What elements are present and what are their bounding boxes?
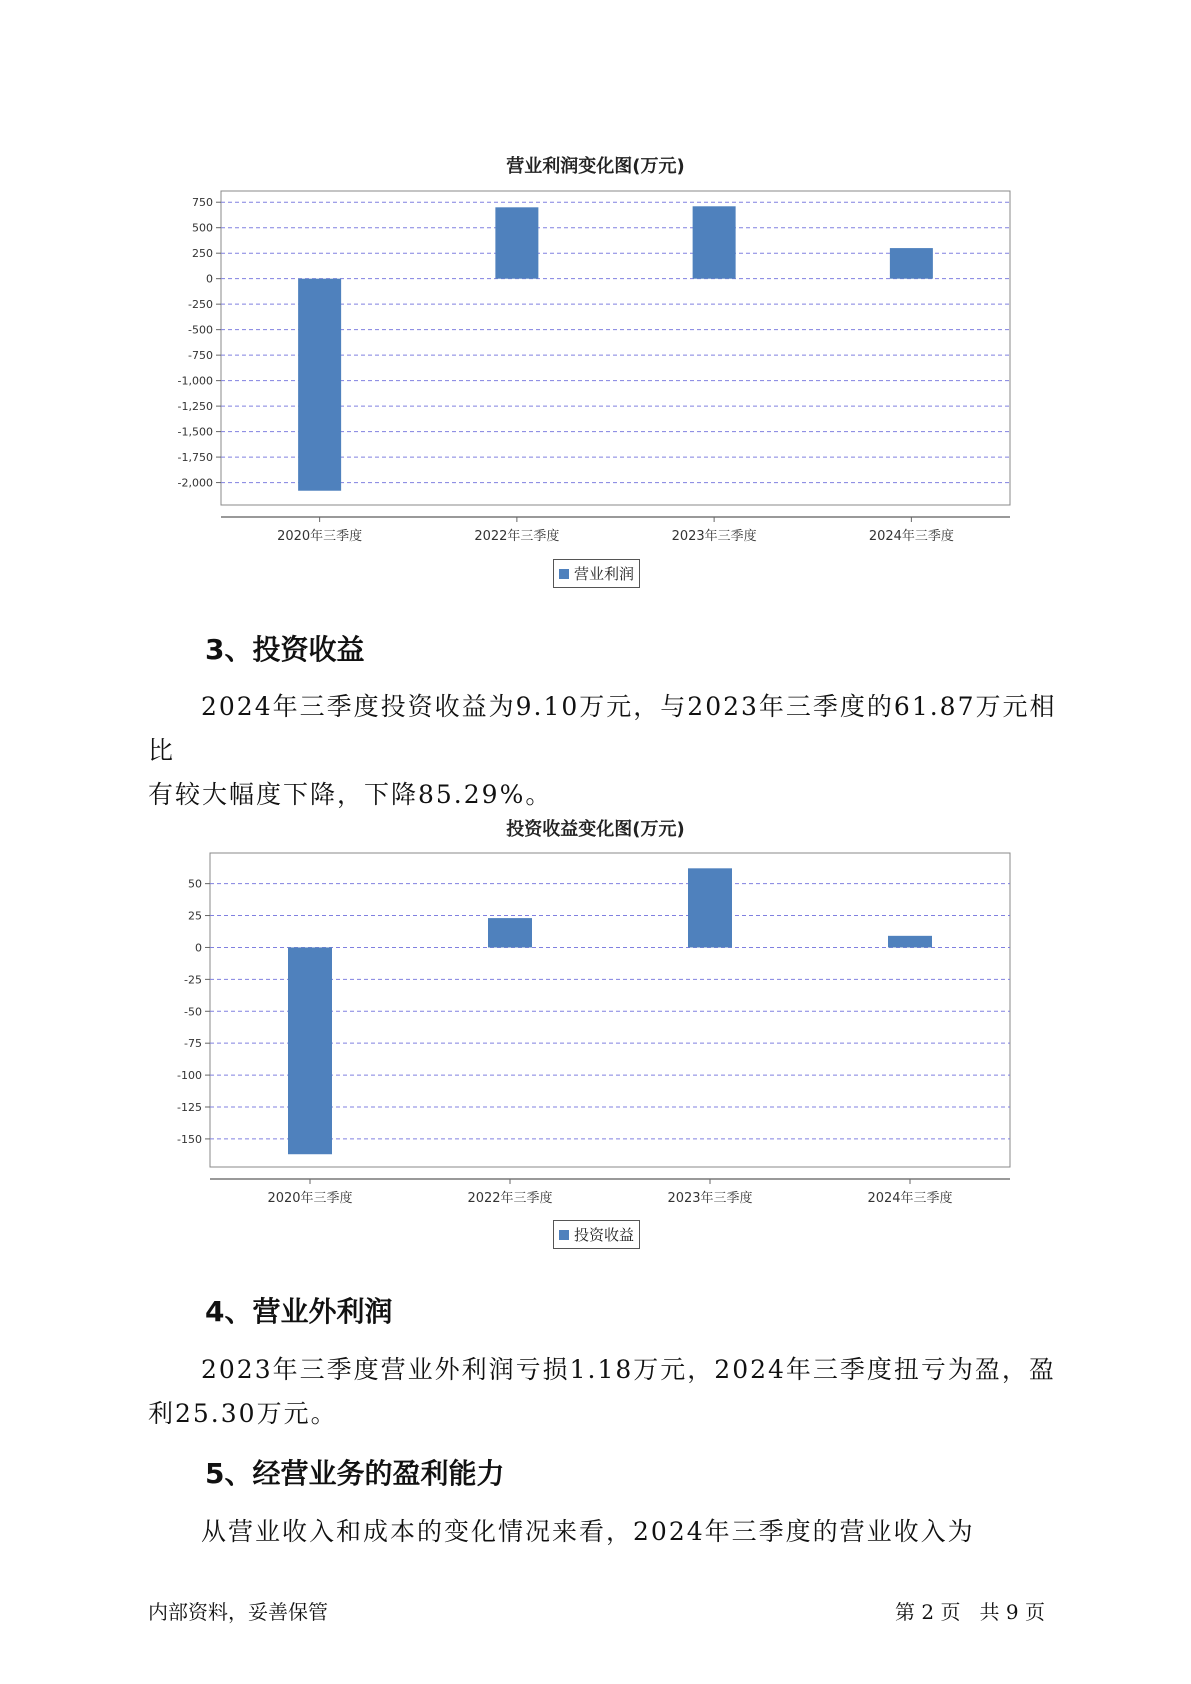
paragraph-business-profitability bbox=[148, 1510, 1068, 1554]
y-tick-label: 0 bbox=[206, 272, 213, 286]
y-tick-label: -500 bbox=[188, 323, 213, 337]
paragraph-line: 利25.30万元。 bbox=[148, 1399, 338, 1428]
investment-income-chart bbox=[0, 845, 1191, 1230]
bar bbox=[298, 279, 341, 491]
y-tick-label: -125 bbox=[177, 1101, 202, 1115]
y-tick-label: 0 bbox=[195, 941, 202, 955]
bar bbox=[488, 918, 532, 947]
y-tick-label: -1,000 bbox=[177, 374, 213, 388]
legend-swatch bbox=[559, 1230, 569, 1240]
x-tick-label: 2020年三季度 bbox=[277, 529, 363, 544]
y-tick-label: -250 bbox=[188, 298, 213, 312]
legend-swatch bbox=[559, 569, 569, 579]
section-heading-investment-income: 3、投资收益 bbox=[205, 633, 365, 666]
y-tick-label: -150 bbox=[177, 1132, 202, 1146]
footer-confidential-note: 内部资料，妥善保管 bbox=[148, 1600, 328, 1624]
x-tick-label: 2022年三季度 bbox=[467, 1191, 553, 1206]
y-tick-label: 25 bbox=[188, 909, 202, 923]
chart-title-operating-profit: 营业利润变化图(万元) bbox=[506, 156, 685, 177]
legend-label: 投资收益 bbox=[574, 1226, 635, 1244]
legend-label: 营业利润 bbox=[574, 565, 635, 583]
x-tick-label: 2023年三季度 bbox=[667, 1191, 753, 1206]
chart-title-investment-income: 投资收益变化图(万元) bbox=[506, 819, 685, 840]
y-tick-label: -1,500 bbox=[177, 425, 213, 439]
section-heading-business-profitability: 5、经营业务的盈利能力 bbox=[205, 1457, 505, 1490]
y-tick-label: -750 bbox=[188, 349, 213, 363]
legend-investment-income bbox=[553, 1220, 640, 1249]
y-tick-label: -2,000 bbox=[177, 476, 213, 490]
x-tick-label: 2023年三季度 bbox=[671, 529, 757, 544]
y-tick-label: 50 bbox=[188, 877, 202, 891]
bar bbox=[888, 936, 932, 948]
paragraph-non-operating-profit bbox=[148, 1348, 1068, 1436]
bar bbox=[693, 206, 736, 278]
x-tick-label: 2024年三季度 bbox=[867, 1191, 953, 1206]
bar bbox=[288, 947, 332, 1154]
paragraph-line: 2024年三季度投资收益为9.10万元，与2023年三季度的61.87万元相比 bbox=[148, 692, 1057, 765]
operating-profit-chart bbox=[0, 180, 1191, 565]
legend-operating-profit bbox=[553, 559, 640, 588]
y-tick-label: 500 bbox=[192, 221, 213, 235]
bar bbox=[890, 248, 933, 279]
section-heading-non-operating-profit: 4、营业外利润 bbox=[205, 1295, 393, 1328]
y-tick-label: -1,250 bbox=[177, 400, 213, 414]
footer-page-number: 第 2 页 共 9 页 bbox=[895, 1600, 1045, 1624]
bar bbox=[688, 868, 732, 947]
x-tick-label: 2022年三季度 bbox=[474, 529, 560, 544]
y-tick-label: -75 bbox=[184, 1037, 202, 1051]
y-tick-label: -100 bbox=[177, 1069, 202, 1083]
x-tick-label: 2024年三季度 bbox=[868, 529, 954, 544]
paragraph-line: 从营业收入和成本的变化情况来看，2024年三季度的营业收入为 bbox=[201, 1517, 975, 1546]
bar bbox=[495, 207, 538, 278]
y-tick-label: -50 bbox=[184, 1005, 202, 1019]
x-tick-label: 2020年三季度 bbox=[267, 1191, 353, 1206]
y-tick-label: -1,750 bbox=[177, 451, 213, 465]
y-tick-label: 250 bbox=[192, 247, 213, 261]
y-tick-label: -25 bbox=[184, 973, 202, 987]
paragraph-investment-income bbox=[148, 685, 1068, 817]
paragraph-line: 2023年三季度营业外利润亏损1.18万元，2024年三季度扭亏为盈，盈 bbox=[201, 1355, 1056, 1384]
y-tick-label: 750 bbox=[192, 196, 213, 210]
paragraph-line: 有较大幅度下降，下降85.29%。 bbox=[148, 780, 553, 809]
